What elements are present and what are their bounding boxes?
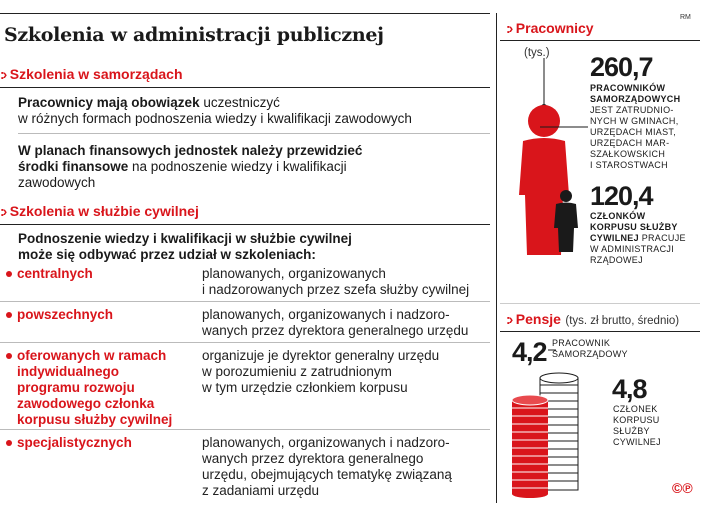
bullet-icon [6,353,12,359]
divider [0,87,490,88]
dots-icon: :› [0,66,6,82]
paragraph-szkolenia: Podnoszenie wiedzy i kwalifikacji w służbie cywilnej może się odbywać przez udział w szkoleniach: [18,231,352,262]
column-separator [496,13,497,503]
bullet-icon [6,312,12,318]
coin-stack-red [512,395,548,498]
coin-stacks-icon [510,366,600,501]
leader-line [540,122,590,132]
num-korpus-desc: CZŁONKÓW KORPUSU SŁUŻBY CYWILNEJ PRACUJE W ADMINISTRACJI RZĄDOWEJ [590,211,686,265]
divider [500,40,700,41]
author-initials: RM [680,14,691,21]
paragraph-finanse: W planach finansowych jednostek należy przewidzieć środki finansowe na podnoszenie wiedzy i kwalifikacji zawodowych [18,143,363,190]
copyright-icon: ©℗ [672,480,693,496]
divider [0,429,490,430]
divider [500,331,700,332]
num-samorzadowi: 260,7 [590,52,653,82]
divider [0,301,490,302]
section-sluzba-header: :› Szkolenia w służbie cywilnej [0,203,199,219]
paragraph-obowiazek: Pracownicy mają obowiązek uczestniczyć w różnych formach podnoszenia wiedzy i kwalifikacji zawodowych [18,95,412,126]
bullet-icon [6,271,12,277]
divider [18,133,490,134]
section-pensje-header: :› Pensje (tys. zł brutto, średnio) [506,311,680,327]
small-person-icon [552,190,582,252]
num-samorzadowi-desc: PRACOWNIKÓW SAMORZĄDOWYCH JEST ZATRUDNIO- NYCH W GMINACH, URZĘDACH MIAST, URZĘDACH MAR- SZAŁKOWSKICH I STAROSTWACH [590,83,681,170]
dots-icon: :› [506,20,512,36]
top-rule [0,13,490,14]
pensja-samorzad-value: 4,2 [512,337,547,367]
pensja-korpus-value: 4,8 [612,374,647,404]
num-korpus: 120,4 [590,181,653,211]
divider [500,303,700,304]
pensja-samorzad-label: PRACOWNIK SAMORZĄDOWY [552,338,628,359]
divider [0,342,490,343]
page-title: Szkolenia w administracji publicznej [4,24,384,46]
section-pracownicy-header: :› Pracownicy [506,20,594,36]
section-samorzady-header: :› Szkolenia w samorządach [0,66,183,82]
bullet-icon [6,440,12,446]
divider [0,224,490,225]
unit-label: (tys.) [524,47,550,59]
dots-icon: :› [506,311,512,327]
dots-icon: :› [0,203,6,219]
pensja-korpus-label: CZŁONEK KORPUSU SŁUŻBY CYWILNEJ [613,404,661,447]
